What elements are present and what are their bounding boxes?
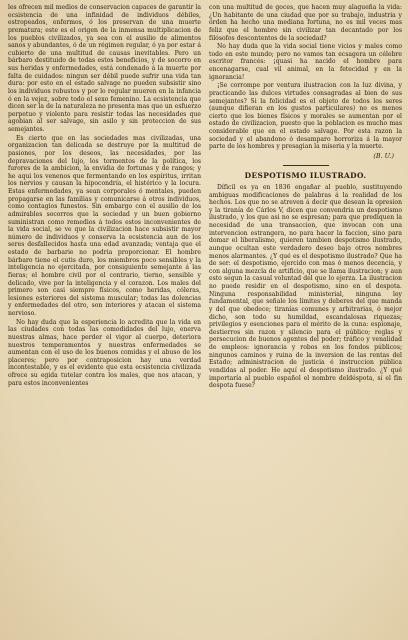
author-signature: (B. U.) [373, 151, 394, 160]
body-paragraph: Díficil es ya en 1836 engañar al pueblo, sustituyendo ambiguas modificaciones de palabras á la realidad de los hechos. Los que no se atreven á decir que desean la opresion y la tiranía de Cárlos V, dicen que convendria un despotismo ilustrado, y los que asi no se espresan; para que prediquen la necesidad de una transaccion, que invocan con una intervencion estrangera, no para hacer la faccion, sino para domar el liberalismo, quieren tambien despotismo ilustrado, aunque ocultan este verdadero deseo bajo otros nombres menos alarmantes. ¿Y qué es el despotismo ilustrado? Que ha de ser: el despotismo, ejercido con mas ó menos decencia, y con alguna mezcla de artificio, que se llama ilustracion; y aun esto segun la casual voluntad del que lo ejerza. La ilustracion no puede residir en el despotismo, sino en el despota. Ninguna responsabilidad ministerial, ninguna ley fundamental, que señale los límites y deberes del que manda y del que obedece; tiranías comunes y arbitrarias, ó mejor dicho, son todo su humildad, escandalosas riquezas; privilegios y esenciones para el mérito de la cuna: espionaje, destierros sin razon y silencio para el público; reglas y persecucion de buenos agentes del poder; tráfico y venalidad de empleos: ignorancia y robos en los fondos públicos; ningunos caminos y ruina de la inversion de las rentas del Estado; administracion de justicia é instruccion pública vendidas al poder. He aquí el despotismo ilustrado. ¿Y qué importaría al pueblo español el nombre deldéspota, si el fin despota fuese? [209, 183, 402, 390]
body-paragraph: No hay duda que la vida social tiene vicios y males como todo en este mundo; pero no vamos tan ecsagera un célebre escritor francés: ¡quasi ha nacido el hombre para encenagarse, cual vil animal, en la fetecidad y en la ignorancia! [209, 43, 402, 81]
body-paragraph: les ofrecen mil medios de conservacion capaces de garantir la ecsistencia de una infinidad de individuos débiles, estropeados, enfermos, ó los preservan de una muerte prematura; este es el origen de la inmensa multiplicacion de los pueblos civilizados, ya sea con el ausilio de alimentos sanos y abundantes, ó de un régimen regular, ó ya por estar á cubierto de una multitud de causas inevitables. Pero un bárbaro destituido de todas estos beneficios, y de socorro en sus heridas y enfermedades, está condenado á la muerte por falta de cuidados: ningun ser débil puede sufrir una vida tan dura: por esto en el estado salvage no pueden subsistir sino los individuos robustos y por lo regular mueren en la infancia ó en la vejez, sobre todo el sexo femenino. La ecsistencia que dicen ser la de la naturaleza no presenta mas que un esfuerzo perpetuo y violento para resistir todas las necesidades que agobian al ser salvage, sin asilo y sin proteccion de sus semejantes. [8, 4, 201, 133]
page-columns [8, 4, 402, 636]
despotismo-article [209, 184, 402, 390]
body-paragraph: No hay duda que la esperiencia lo acredita que la vida en las ciudades con todas las comodidades del lujo, enerva nuestras almas, hace perder el vigor al cuerpo, deteriora nuestros temperamentos y nuestras enfermedades se aumentan con el uso de los buenos comidas y el abuso de los placeres; pero por contraposicion hay una verdad incontestable, y es el evidente que esta ecsistencia civilizada ofrece su egida tutelar contra los males, que nos atacan, y para estos inconvenientes [8, 318, 201, 387]
right-column [209, 4, 402, 636]
body-paragraph: ¡Se corrompe por ventura ilustracion con la luz divina, y practicando las dulces virtudes consagradas al bien de sus semejantes? Si la felicidad es el objeto de todos los seres (aunque difieran en los gustos particulares) no es menos cierto que los bienes físicos y morales se aumentan por el estado de civilizacion, puesto que la poblacion es mucho mas considerable que en el estado salvage. Por esta razon la sociedad y el abandono ó desamparo horroriza á la mayor parte de los hombres y presagian la miseria y la muerte. [209, 82, 402, 151]
section-divider [283, 165, 329, 166]
body-paragraph: Es cierto que en las sociedades mas civilizadas, una organizacion tan delicada se destruye por la multitud de pasiones, por los deseos, las necesidades, por las depravaciones del lujo, los tormentos de la política, los furores de la ambicion, la envidia de fortunas y de rangos; y he aqui los venenos que fermentando en los espíritus, irritan los nervios y causan la hipocondría, el histérico y la locura. Estas enfermedades, ya sean corporales ó mentales, pueden propagarse en las familias y comunicarse á otros individuos, como contagios funestos. Sin embargo con el ausilio de los admirables socorros que la sociedad y un buen gobierno suministran como remedios á todos estos inconvenientes de la vida social, se ve que la civilizacion hace subsistir mayor número de individuos y conserva la ecsistencia aun de los seres desfallecidos hasta una edad avanzada; ventaja que el estado de barbarie no podria proporcionar. El hombre bárbaro tiene el cutis duro, los miembros poco sensibles y la inteligencia no ejercitada, por consiguiente semejante á las fieras; el hombre civil por el contrario, tierno, sensible y delicado, vive por la inteligencia y el corazon. Los males del primero son casi siempre físicos, como heridas, cóleras, lesiones esteriores del sistema muscular; todas las dolencias y enfermedades del otro, son interiores y atacan el sistema nervioso. [8, 134, 201, 317]
left-column [8, 4, 201, 636]
body-paragraph: con una multitud de goces, que hacen muy alagueña la vida: ¿Un habitante de una ciudad que por su trabajo, industria y órden ha hecho una mediana fortuna, no es mil veces mas feliz que el hombre sin civilizar tan decantado por los filósofos descontentos de la sociedad? [209, 4, 402, 42]
essay-continuation [209, 4, 402, 151]
section-heading: DESPOTISMO ILUSTRADO. [244, 170, 367, 180]
